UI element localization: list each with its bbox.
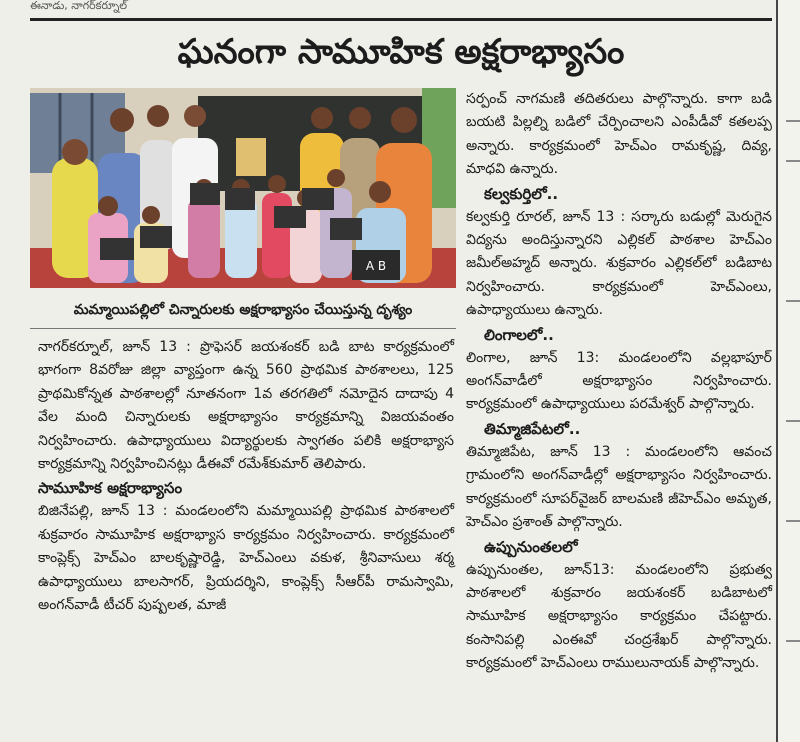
section-heading: కల్వకుర్తిలో..	[484, 184, 559, 203]
headline-rule	[30, 18, 772, 21]
left-column	[38, 336, 454, 617]
section-body: కల్వకుర్తి రూరల్‌, జూన్‌ 13 : సర్కారు బడుల్లో మెరుగైన విద్యను అందిస్తున్నారని ఎల్లికల్‌ పాఠశాల హెచ్‌ఎం జమీల్‌అహ్మద్‌ అన్నారు. శుక్రవారం ఎల్లికల్‌లో బడిబాట నిర్వహించారు. కార్యక్రమంలో హెచ్‌ఎంలు, ఉపాధ్యాయులు ఉన్నారు.	[466, 208, 772, 319]
photo-caption: మమ్మాయిపల్లిలో చిన్నారులకు అక్షరాభ్యాసం చేయిస్తున్న దృశ్యం	[30, 291, 456, 329]
section-body: ఉప్పునుంతల, జూన్‌13: మండలంలోని ప్రభుత్వ పాఠశాలలో శుక్రవారం జయశంకర్‌ బడిబాటలో సామూహిక అక్షరాభ్యాసం కార్యక్రమం చేపట్టారు. కంసానిపల్లి ఎంఈవో చంద్రశేఖర్‌ పాల్గొన్నారు. కార్యక్రమంలో హెచ్‌ఎంలు రాములునాయక్‌ పాల్గొన్నారు.	[466, 561, 772, 672]
news-photo	[30, 88, 456, 288]
article-intro: నాగర్‌కర్నూల్‌, జూన్‌ 13 : ప్రొఫెసర్‌ జయశంకర్‌ బడి బాట కార్యక్రమంలో భాగంగా 8వరోజు జిల్లా వ్యాప్తంగా ఉన్న 560 ప్రాథమిక పాఠశాలలు, 125 ప్రాథమికోన్నత పాఠశాలల్లో నూతనంగా 1వ తరగతిలో నమోదైన దాదాపు 4 వేల మంది చిన్నారులకు అక్షరాభ్యాసం కార్యక్రమాన్ని విజయవంతం నిర్వహించారు. ఉపాధ్యాయులు విద్యార్థులకు స్వాగతం పలికి అక్షరాభ్యాస కార్యక్రమాన్ని నిర్వహించినట్లు డీఈవో రమేశ్‌కుమార్‌ తెలిపారు.	[38, 339, 454, 473]
continued-text: సర్పంచ్‌ నాగమణి తదితరులు పాల్గొన్నారు. కాగా బడి బయటి పిల్లల్ని బడిలో చేర్పించాలని ఎంపీడీవో కతలప్ప అన్నారు. కార్యక్రమంలో హెచ్‌ఎం రామకృష్ణ, దివ్య, మాధవి ఉన్నారు.	[466, 91, 772, 178]
adjacent-column-edge	[776, 0, 800, 742]
section-body: బిజినేపల్లి, జూన్‌ 13 : మండలంలోని మమ్మాయిపల్లి ప్రాథమిక పాఠశాలలో శుక్రవారం సామూహిక అక్షరాభ్యాస కార్యక్రమం నిర్వహించారు. కార్యక్రమంలో కాంప్లెక్స్‌ హెచ్‌ఎం బాలకృష్ణారెడ్డి, హెచ్‌ఎంలు వకుళ, శ్రీనివాసులు శర్మ ఉపాధ్యాయులు బాలసాగర్‌, ప్రియదర్శిని, కాంప్లెక్స్‌ సీఆర్‌పీ రామస్వామి, అంగన్‌వాడీ టీచర్‌ పుష్పలత, మాజీ	[38, 503, 454, 614]
section-heading: లింగాలలో..	[484, 325, 554, 344]
headline: ఘనంగా సామూహిక అక్షరాభ్యాసం	[177, 32, 625, 72]
section-heading: ఉప్పునుంతలలో	[484, 537, 578, 556]
section-body: తిమ్మాజిపేట, జూన్‌ 13 : మండలంలోని ఆవంచ గ్రామంలోని అంగన్‌వాడీల్లో అక్షరాభ్యాసం నిర్వహించారు. కార్యక్రమంలో సూపర్‌వైజర్‌ బాలమణి జీహెచ్‌ఎం అమృత, హెచ్‌ఎం ప్రశాంత్‌ పాల్గొన్నారు.	[466, 443, 772, 531]
right-column	[466, 88, 772, 676]
slate-text: A B	[365, 259, 387, 273]
top-strip: ఈనాడు, నాగర్‌కర్నూల్‌	[30, 0, 128, 12]
section-heading: తిమ్మాజిపేటలో..	[484, 419, 581, 438]
section-body: లింగాల, జూన్‌ 13: మండలంలోని వల్లభాపూర్‌ అంగన్‌వాడీలో అక్షరాభ్యాసం నిర్వహించారు. కార్యక్రమంలో ఉపాధ్యాయులు పరమేశ్వర్‌ పాల్గొన్నారు.	[466, 349, 772, 413]
section-heading: సామూహిక అక్షరాభ్యాసం	[38, 479, 183, 498]
